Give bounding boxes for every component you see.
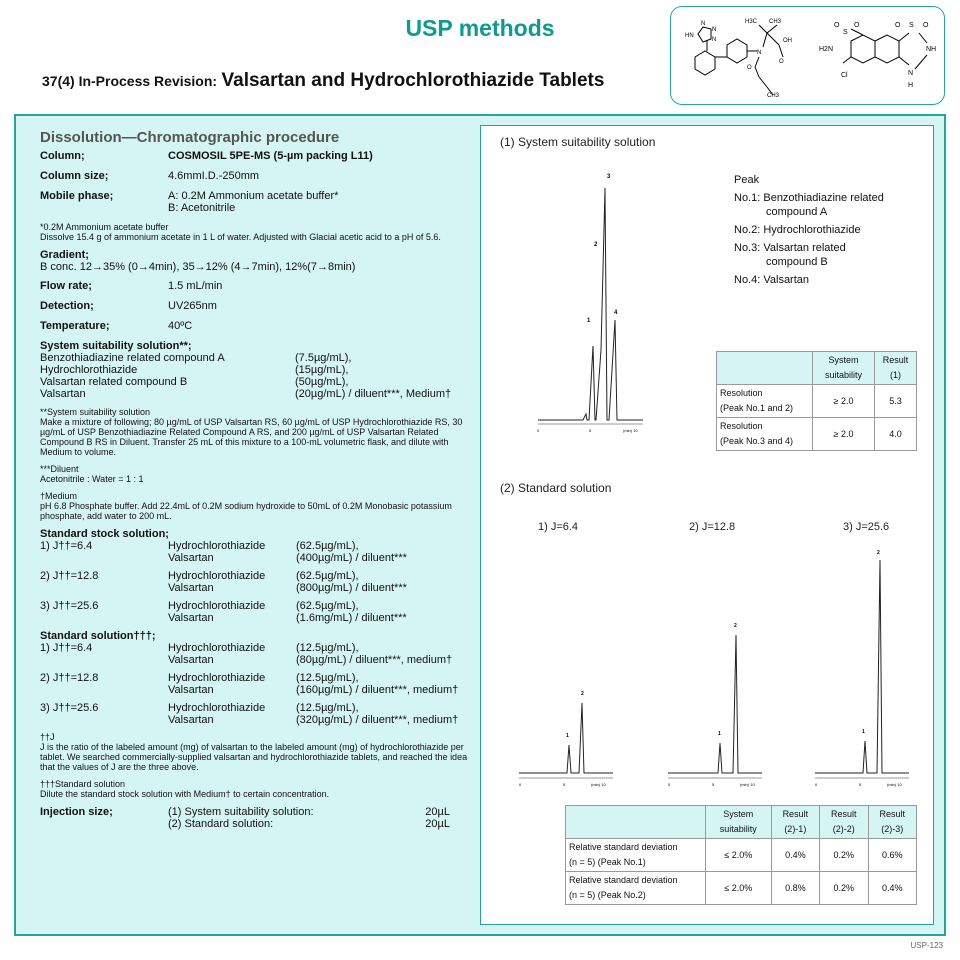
- ss-component: Benzothiadiazine related compound A: [40, 352, 225, 364]
- std-a-amount: (12.5µg/mL),: [296, 702, 359, 714]
- peak-label: 1: [566, 733, 569, 739]
- buffer-note-text: Dissolve 15.4 g of ammonium acetate in 1 L of water. Adjusted with Glacial acetic acid to a pH of 5.6.: [40, 232, 441, 242]
- std-chromatogram-3: [813, 545, 913, 790]
- row-label: Relative standard deviation (n = 5) (Peak No.1): [566, 839, 706, 872]
- std-id: 3) J††=25.6: [40, 702, 99, 714]
- criterion-cell: ≥ 2.0: [813, 418, 875, 451]
- gradient-value: B conc. 12→35% (0→4min), 35→12% (4→7min), 12%(7→8min): [40, 261, 356, 273]
- temperature-value: 40ºC: [168, 320, 193, 332]
- column-value: COSMOSIL 5PE-MS (5-µm packing L11): [168, 150, 373, 162]
- peak-label: 2: [581, 691, 584, 697]
- flow-rate-value: 1.5 mL/min: [168, 280, 223, 292]
- row-label: Relative standard deviation (n = 5) (Peak No.2): [566, 872, 706, 905]
- stock-a-name: Hydrochlorothiazide: [168, 540, 266, 552]
- peak-legend: [734, 173, 934, 291]
- subtitle-main: Valsartan and Hydrochlorothiazide Tablets: [221, 70, 605, 91]
- chemical-structures: [671, 7, 943, 103]
- table-header: Result (2)-3): [868, 806, 917, 839]
- std-a-amount: (12.5µg/mL),: [296, 642, 359, 654]
- result-cell: 0.6%: [868, 839, 917, 872]
- std-a-amount: (12.5µg/mL),: [296, 672, 359, 684]
- peak-label: 2: [594, 242, 598, 248]
- ss-component: Valsartan: [40, 388, 86, 400]
- stock-a-name: Hydrochlorothiazide: [168, 600, 266, 612]
- result-cell: 5.3: [875, 385, 917, 418]
- mobile-phase-a: A: 0.2M Ammonium acetate buffer*: [168, 190, 339, 202]
- ss-results-table: [716, 351, 917, 451]
- struct-label: O: [834, 22, 840, 29]
- peak-label: 1: [587, 318, 591, 324]
- std-b-name: Valsartan: [168, 654, 214, 666]
- peak-item: [734, 241, 934, 269]
- table-header: Result (1): [875, 352, 917, 385]
- axis-tick: (min) 10: [591, 782, 606, 787]
- struct-label: N: [757, 50, 762, 56]
- result-cell: 0.2%: [820, 872, 868, 905]
- mobile-phase-b: B: Acetonitrile: [168, 202, 236, 214]
- row-label: Resolution (Peak No.3 and 4): [717, 418, 813, 451]
- medium-note-text: pH 6.8 Phosphate buffer. Add 22.4mL of 0.2M sodium hydroxide to 50mL of 0.2M Monobasic potassium phosphate, add water to 200 mL.: [40, 501, 452, 521]
- peak-label: 1: [862, 729, 865, 735]
- struct-label: O: [895, 22, 901, 29]
- std-chromatogram-1: [517, 545, 617, 790]
- table-header: System suitability: [813, 352, 875, 385]
- stock-b-amount: (1.6mg/mL) / diluent***: [296, 612, 407, 624]
- peak-id: No.1:: [734, 192, 761, 204]
- std-heading: (2) Standard solution: [500, 481, 612, 495]
- column-size-label: Column size;: [40, 170, 109, 182]
- std-note-text: Dilute the standard stock solution with Medium† to certain concentration.: [40, 789, 330, 799]
- peak-legend-title: Peak: [734, 174, 760, 186]
- j-note-text: J is the ratio of the labeled amount (mg) of valsartan to the labeled amount (mg) of hydrochlorothiazide per tablet. We searched commercially-supplied valsartan and hydrochlorothiazide tablets, and reached the idea that the values of J are the three above.: [40, 742, 468, 772]
- peak-label: 4: [614, 310, 618, 316]
- std-label-3: 3) J=25.6: [843, 521, 890, 533]
- std-label-2: 2) J=12.8: [689, 521, 736, 533]
- stock-a-amount: (62.5µg/mL),: [296, 570, 359, 582]
- peak-item: [734, 191, 934, 219]
- std-b-amount: (80µg/mL) / diluent***, medium†: [296, 654, 453, 666]
- std-a-name: Hydrochlorothiazide: [168, 642, 266, 654]
- std-b-amount: (160µg/mL) / diluent***, medium†: [296, 684, 459, 696]
- peak-name: Benzothiadiazine related: [763, 192, 884, 204]
- structure-box: [670, 6, 945, 105]
- subtitle-prefix: 37(4) In-Process Revision:: [42, 73, 218, 89]
- axis-tick: (min) 10: [740, 782, 755, 787]
- struct-label: S: [909, 22, 914, 29]
- struct-label: Cl: [841, 72, 848, 79]
- axis-tick: 5: [563, 782, 566, 787]
- ss-component: Hydrochlorothiazide: [40, 364, 138, 376]
- peak-label: 2: [877, 550, 880, 556]
- axis-tick: 5: [712, 782, 715, 787]
- peak-name: Hydrochlorothiazide: [763, 224, 861, 236]
- stock-id: 1) J††=6.4: [40, 540, 93, 552]
- section-title: Dissolution—Chromatographic procedure: [40, 129, 340, 146]
- axis-tick: 0: [815, 782, 818, 787]
- chromatogram-trace: [538, 188, 643, 420]
- criterion-cell: ≤ 2.0%: [706, 839, 772, 872]
- criterion-cell: ≤ 2.0%: [706, 872, 772, 905]
- stock-b-amount: (400µg/mL) / diluent***: [296, 552, 407, 564]
- axis-tick: 5: [589, 428, 592, 433]
- axis-tick: 0: [519, 782, 522, 787]
- struct-label: H3C: [745, 19, 758, 25]
- struct-label: CH3: [767, 93, 780, 99]
- detection-value: UV265nm: [168, 300, 217, 312]
- std-chromatogram-2: [666, 545, 766, 790]
- peak-label: 3: [607, 174, 611, 180]
- peak-id: No.4:: [734, 274, 761, 286]
- result-cell: 0.8%: [771, 872, 819, 905]
- stock-b-amount: (800µg/mL) / diluent***: [296, 582, 407, 594]
- std-b-name: Valsartan: [168, 714, 214, 726]
- struct-label: HN: [685, 33, 694, 39]
- ss-amount: (7.5µg/mL),: [295, 352, 352, 364]
- table-header: Result (2)-2): [820, 806, 868, 839]
- peak-label: 1: [718, 731, 721, 737]
- footer-code: USP-123: [910, 941, 943, 950]
- ss-solution-label: System suitability solution**;: [40, 340, 192, 352]
- table-row: [566, 839, 917, 872]
- struct-label: N: [712, 37, 717, 43]
- injection-ss: (1) System suitability solution:: [168, 806, 314, 818]
- ss-note-text: Make a mixture of following; 80 µg/mL of USP Valsartan RS, 60 µg/mL of USP Hydrochlorothiazide RS, 30 µg/mL of USP Benzothiadiazine Related Compound A RS, and 200 µg/mL of USP Valsartan Related Compound B RS in Diluent. Transfer 25 mL of this mixture to a 100-mL volumetric flask, and dilute with Medium to volume.: [40, 417, 463, 457]
- struct-label: O: [779, 59, 784, 65]
- std-b-amount: (320µg/mL) / diluent***, medium†: [296, 714, 459, 726]
- ss-amount: (50µg/mL),: [295, 376, 349, 388]
- axis-tick: 0: [537, 428, 540, 433]
- stock-a-amount: (62.5µg/mL),: [296, 600, 359, 612]
- stock-b-name: Valsartan: [168, 582, 214, 594]
- result-cell: 0.2%: [820, 839, 868, 872]
- ss-heading: (1) System suitability solution: [500, 135, 656, 149]
- peak-name-cont: compound B: [766, 256, 828, 268]
- struct-label: O: [923, 22, 929, 29]
- standard-solution-label: Standard solution†††;: [40, 630, 156, 642]
- valsartan-structure: [685, 19, 792, 99]
- mobile-phase-label: Mobile phase;: [40, 190, 114, 202]
- hydrochlorothiazide-structure: [819, 22, 936, 89]
- injection-label: Injection size;: [40, 806, 113, 818]
- peak-name: Valsartan: [763, 274, 810, 286]
- std-a-name: Hydrochlorothiazide: [168, 672, 266, 684]
- ss-amount: (15µg/mL),: [295, 364, 349, 376]
- stock-b-name: Valsartan: [168, 552, 214, 564]
- ss-note-title: **System suitability solution: [40, 407, 151, 417]
- injection-ss-volume: 20µL: [425, 806, 450, 818]
- injection-std: (2) Standard solution:: [168, 818, 274, 830]
- table-row: [566, 872, 917, 905]
- criterion-cell: ≥ 2.0: [813, 385, 875, 418]
- ss-amount: (20µg/mL) / diluent***, Medium†: [295, 388, 452, 400]
- struct-label: N: [908, 70, 914, 77]
- stock-id: 2) J††=12.8: [40, 570, 99, 582]
- chromatogram-trace: [668, 635, 762, 773]
- struct-label: N: [712, 27, 717, 33]
- axis-tick: (min) 10: [887, 782, 902, 787]
- struct-label: NH: [926, 46, 937, 53]
- stock-a-name: Hydrochlorothiazide: [168, 570, 266, 582]
- struct-label: O: [747, 65, 752, 71]
- table-header: System suitability: [706, 806, 772, 839]
- std-results-table: [565, 805, 917, 905]
- struct-label: H: [908, 82, 914, 89]
- peak-item: [734, 273, 934, 287]
- peak-label: 2: [734, 623, 737, 629]
- stock-b-name: Valsartan: [168, 612, 214, 624]
- subtitle: [42, 70, 604, 92]
- table-row: [717, 385, 917, 418]
- peak-item: [734, 223, 934, 237]
- ss-component: Valsartan related compound B: [40, 376, 188, 388]
- struct-label: CH3: [769, 19, 782, 25]
- table-header: Result (2)-1): [771, 806, 819, 839]
- result-cell: 0.4%: [771, 839, 819, 872]
- std-id: 1) J††=6.4: [40, 642, 93, 654]
- std-note-title: †††Standard solution: [40, 779, 126, 789]
- ss-chromatogram: [535, 170, 645, 440]
- stock-id: 3) J††=25.6: [40, 600, 99, 612]
- axis-tick: 0: [668, 782, 671, 787]
- struct-label: OH: [783, 38, 792, 44]
- stock-solution-label: Standard stock solution;: [40, 528, 169, 540]
- diluent-note-title: ***Diluent: [40, 464, 79, 474]
- injection-std-volume: 20µL: [425, 818, 450, 830]
- page-title: USP methods: [405, 15, 555, 41]
- peak-name: Valsartan related: [763, 242, 846, 254]
- struct-label: S: [843, 29, 848, 36]
- buffer-note-title: *0.2M Ammonium acetate buffer: [40, 222, 169, 232]
- std-a-name: Hydrochlorothiazide: [168, 702, 266, 714]
- method-conditions: [40, 129, 476, 830]
- medium-note-title: †Medium: [40, 491, 78, 501]
- std-id: 2) J††=12.8: [40, 672, 99, 684]
- std-label-1: 1) J=6.4: [538, 521, 579, 533]
- axis-tick: (min) 10: [623, 428, 638, 433]
- result-cell: 4.0: [875, 418, 917, 451]
- column-label: Column;: [40, 150, 85, 162]
- temperature-label: Temperature;: [40, 320, 110, 332]
- peak-id: No.2:: [734, 224, 761, 236]
- j-note-title: ††J: [40, 732, 55, 742]
- gradient-label: Gradient;: [40, 249, 89, 261]
- struct-label: O: [854, 22, 860, 29]
- flow-rate-label: Flow rate;: [40, 280, 92, 292]
- axis-tick: 5: [859, 782, 862, 787]
- row-label: Resolution (Peak No.1 and 2): [717, 385, 813, 418]
- std-b-name: Valsartan: [168, 684, 214, 696]
- table-row: [717, 418, 917, 451]
- chromatogram-trace: [815, 560, 909, 773]
- struct-label: H2N: [819, 46, 834, 53]
- peak-id: No.3:: [734, 242, 761, 254]
- column-size-value: 4.6mmI.D.-250mm: [168, 170, 260, 182]
- peak-name-cont: compound A: [766, 206, 828, 218]
- stock-a-amount: (62.5µg/mL),: [296, 540, 359, 552]
- detection-label: Detection;: [40, 300, 94, 312]
- result-cell: 0.4%: [868, 872, 917, 905]
- diluent-note-text: Acetonitrile : Water = 1 : 1: [40, 474, 144, 484]
- struct-label: N: [701, 21, 706, 27]
